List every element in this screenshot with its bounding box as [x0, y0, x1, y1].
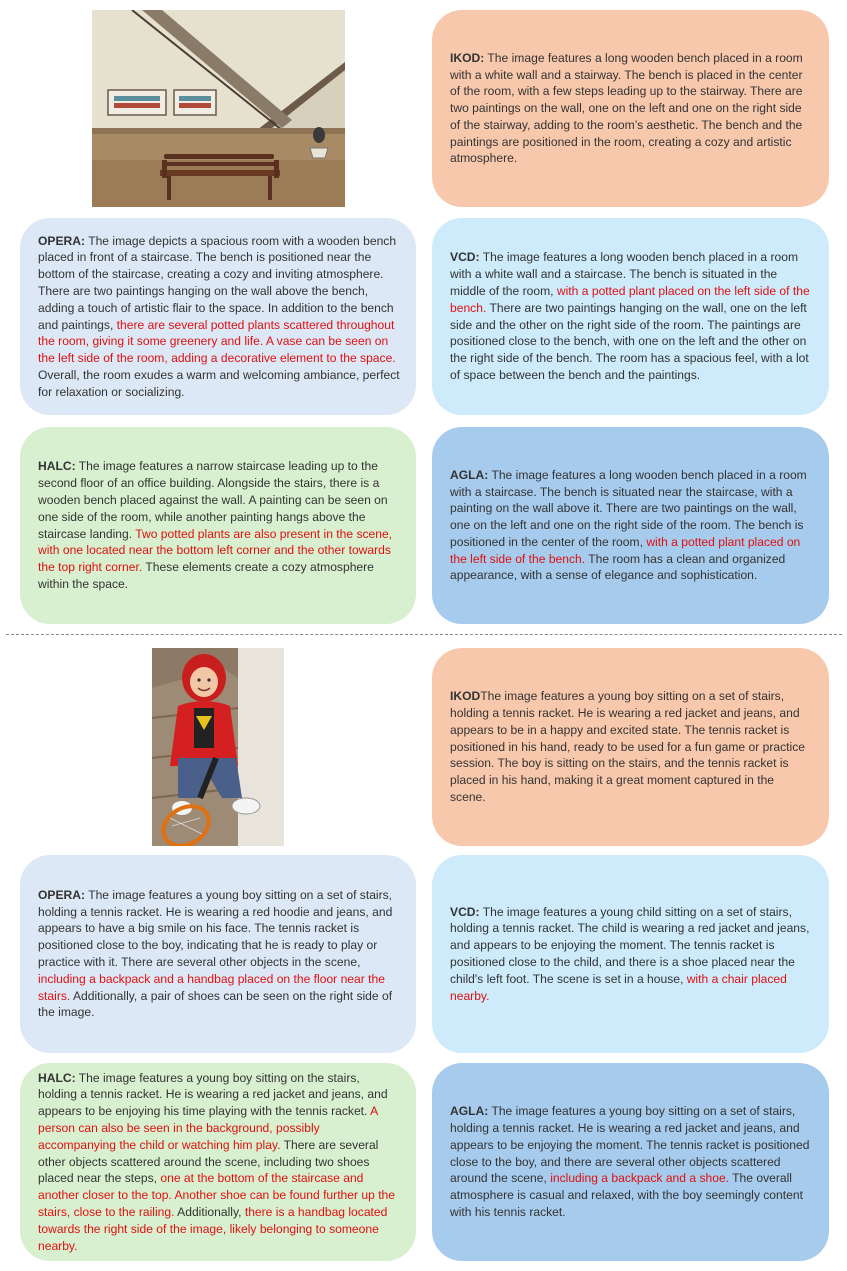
caption-text: The image features a young boy sitting on a set of stairs, holding a tennis racket. He is wearing a red jacket and jeans, and appears to be enjoying the moment. The tennis racket is positioned close to the boy, and there are several other objects scattered around the scene, — [450, 1104, 810, 1186]
agla-caption-box — [432, 1063, 829, 1261]
model-label: HALC: — [38, 1070, 76, 1085]
ikod-caption — [450, 688, 813, 806]
halc-caption-box — [20, 427, 416, 624]
halc-caption — [38, 1070, 400, 1255]
model-label: VCD: — [450, 250, 480, 265]
caption-text: The image features a young boy sitting on the stairs, holding a tennis racket. He is wearing a red jacket and jeans, and appears to be enjoying his time playing with the tennis racket. — [38, 1070, 388, 1119]
caption-text: The image features a long wooden bench placed in a room with a white wall and a staircase. The bench is situated in the middle of the room, — [450, 250, 799, 298]
opera-caption-box — [20, 855, 416, 1053]
ikod-caption — [450, 50, 813, 168]
model-label: IKOD — [450, 689, 481, 704]
vcd-caption-box — [432, 218, 829, 415]
caption-text: The image features a young boy sitting on a set of stairs, holding a tennis racket. He is wearing a red hoodie and jeans, and appears to have a big smile on his face. The tennis racket is positioned close to the boy, indicating that he is ready to play or practice with it. There are several other objects in the scene, — [38, 887, 393, 969]
bench-room-photo — [92, 10, 345, 207]
agla-caption-box — [432, 427, 829, 624]
hallucination-text: including a backpack and a shoe. — [550, 1171, 730, 1186]
caption-text: There are two paintings hanging on the wall, one on the left side and the other on the right side of the room. The paintings are positioned close to the bench, with one on the left and the other on the right side of the bench. The room has a spacious feel, with a lot of space between the bench and the paintings. — [450, 300, 809, 382]
hallucination-text: with a potted plant placed on the left side of the bench. — [450, 283, 810, 315]
model-label: AGLA: — [450, 1104, 489, 1119]
vcd-caption-box — [432, 855, 829, 1053]
model-label: OPERA: — [38, 233, 86, 248]
model-label: OPERA: — [38, 887, 86, 902]
vcd-caption — [450, 904, 813, 1005]
caption-text: The image features a narrow staircase leading up to the second floor of an office building. Alongside the stairs, there is a wooden bench placed against the wall. A painting can be seen on one side of the room, while another painting hangs above the staircase landing. — [38, 459, 388, 541]
model-label: VCD: — [450, 904, 480, 919]
hallucination-text: one at the bottom of the staircase and another closer to the top. Another shoe can be found further up the stairs, close to the railing. — [38, 1171, 396, 1219]
opera-caption — [38, 887, 400, 1021]
vcd-caption — [450, 249, 813, 383]
caption-text: The image features a young boy sitting on a set of stairs, holding a tennis racket. He is wearing a red jacket and jeans, and appears to be in a happy and excited state. The tennis racket is positioned in his hand, ready to be used for a fun game or practice session. The boy is sitting on the stairs, and the tennis racket is placed in his hand, making it a great moment captured in the scene. — [450, 689, 805, 804]
ikod-caption-box — [432, 10, 829, 207]
caption-text: The image features a young child sitting on a set of stairs, holding a tennis racket. The child is wearing a red jacket and jeans, and appears to be enjoying the moment. The tennis racket is positioned close to the child, and there is a shoe placed near the child's left foot. The scene is set in a house, — [450, 904, 810, 986]
model-label: HALC: — [38, 459, 76, 474]
caption-text: The image features a long wooden bench placed in a room with a white wall and a stairway. The bench is placed in the center of the room, with a few steps leading up to the stairway. There are two paintings on the wall, one on the left and one on the right side of the stairway, adding to the room’s aesthetic. The bench and the paintings are positioned in the room, creating a cozy and artistic atmosphere. — [450, 50, 803, 166]
ikod-caption-box — [432, 648, 829, 846]
opera-caption — [38, 233, 400, 401]
opera-caption-box — [20, 218, 416, 415]
model-label: IKOD: — [450, 50, 485, 65]
caption-text: The room has a clean and organized appearance, with a sense of elegance and sophistication. — [450, 551, 786, 583]
hallucination-text: A person can also be seen in the background, possibly accompanying the child or watching him play. — [38, 1104, 378, 1152]
caption-text: There are several other objects scattered around the scene, including two shoes placed near the steps, — [38, 1137, 379, 1186]
agla-caption — [450, 467, 813, 585]
section-divider — [6, 634, 842, 635]
agla-caption — [450, 1103, 813, 1221]
caption-text: These elements create a cozy atmosphere within the space. — [38, 560, 374, 591]
caption-text: The image depicts a spacious room with a wooden bench placed in front of a staircase. The bench is positioned near the bottom of the staircase, creating a cozy and inviting atmosphere. There are two paintings hanging on the wall above the bench, adding a touch of artistic flair to the space. In addition to the bench and paintings, — [38, 233, 397, 332]
boy-tennis-racket-photo — [152, 648, 284, 846]
halc-caption — [38, 458, 400, 592]
caption-text: The overall atmosphere is casual and relaxed, with the boy seemingly content with his tennis racket. — [450, 1171, 803, 1219]
caption-text: Additionally, — [174, 1204, 245, 1219]
hallucination-text: Two potted plants are also present in the scene, with one located near the bottom left corner and the other towards the top right corner. — [38, 526, 393, 575]
hallucination-text: with a potted plant placed on the left side of the bench. — [450, 534, 801, 566]
model-label: AGLA: — [450, 467, 489, 482]
caption-text: Overall, the room exudes a warm and welcoming ambiance, perfect for relaxation or socializing. — [38, 367, 400, 399]
hallucination-text: with a chair placed nearby. — [450, 971, 787, 1003]
hallucination-text: there are several potted plants scattered throughout the room, giving it some greenery and life. A vase can be seen on the left side of the room, adding a decorative element to the space. — [38, 317, 396, 366]
caption-text: Additionally, a pair of shoes can be seen on the right side of the image. — [38, 988, 393, 1020]
hallucination-text: including a backpack and a handbag placed on the floor near the stairs. — [38, 971, 385, 1003]
hallucination-text: there is a handbag located towards the right side of the image, likely belonging to someone nearby. — [38, 1204, 388, 1253]
halc-caption-box — [20, 1063, 416, 1261]
caption-text: The image features a long wooden bench placed in a room with a staircase. The bench is situated near the staircase, with a painting on the wall above it. There are two paintings on the wall, one on the left and one on the right side of the room. The bench is positioned in the center of the room, — [450, 467, 807, 549]
